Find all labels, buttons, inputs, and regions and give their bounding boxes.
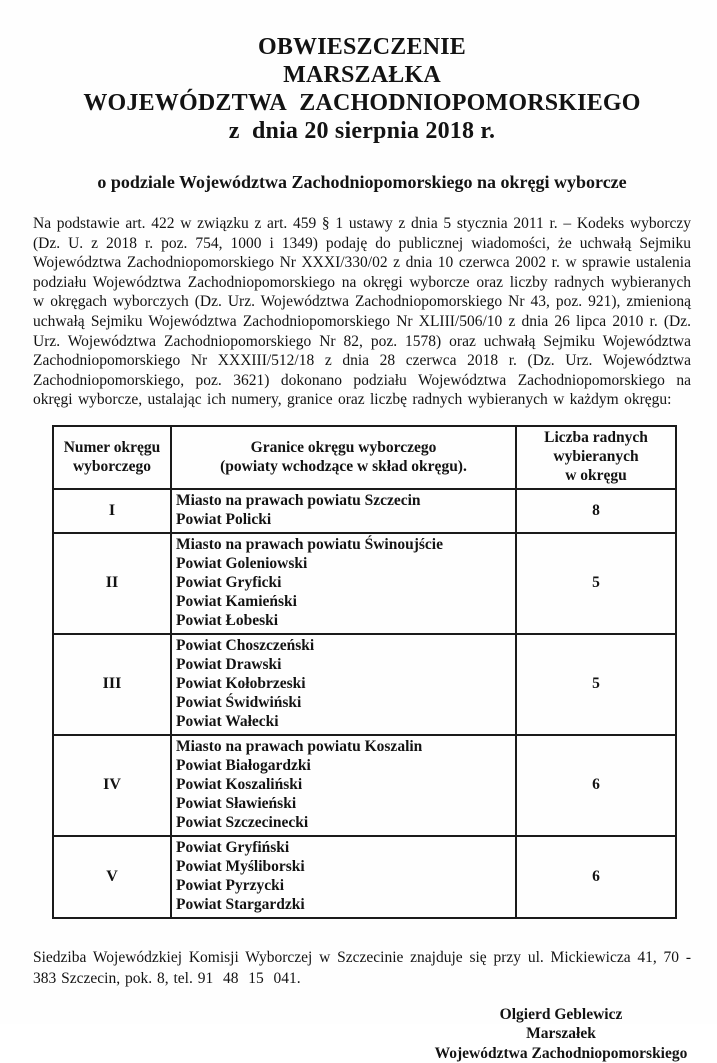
boundary-line: Powiat Goleniowski xyxy=(176,555,308,573)
signatory-organization: Województwa Zachodniopomorskiego xyxy=(434,1044,688,1062)
boundary-line: Powiat Szczecinecki xyxy=(176,814,309,832)
commission-address: Siedziba Wojewódzkiej Komisji Wyborczej w Szczecinie znajduje się przy ul. Mickiewicza 41, 70 - 383 Szczecin, pok. 8, tel. 91 48 15 041. xyxy=(33,949,691,988)
boundary-line: Powiat Choszczeński xyxy=(176,637,315,655)
district-boundaries-cell xyxy=(171,836,516,918)
header-line: wyborczego xyxy=(72,457,152,475)
table-row xyxy=(53,735,676,836)
boundary-line: Miasto na prawach powiatu Świnoujście xyxy=(176,536,443,554)
column-header-seats xyxy=(516,426,676,489)
boundary-line: Powiat Wałecki xyxy=(176,713,279,731)
signature-block xyxy=(427,1005,695,1063)
boundary-line: Powiat Gryficki xyxy=(176,574,282,592)
document-title xyxy=(33,33,691,145)
district-boundaries-cell xyxy=(171,533,516,634)
table-row xyxy=(53,489,676,533)
district-seats-cell: 5 xyxy=(516,634,676,735)
boundary-line: Powiat Białogardzki xyxy=(176,757,311,775)
boundary-line: Powiat Policki xyxy=(176,511,272,529)
boundary-line: Powiat Kamieński xyxy=(176,593,297,611)
boundary-line: Powiat Stargardzki xyxy=(176,896,305,914)
header-line: w okręgu xyxy=(565,467,627,485)
boundary-line: Miasto na prawach powiatu Szczecin xyxy=(176,492,421,510)
district-number-cell: III xyxy=(53,634,171,735)
district-seats-cell: 8 xyxy=(516,489,676,533)
district-boundaries-cell xyxy=(171,634,516,735)
header-line: (powiaty wchodzące w skład okręgu). xyxy=(220,457,467,475)
boundary-line: Powiat Gryfiński xyxy=(176,839,290,857)
title-line-voivodeship: WOJEWÓDZTWA ZACHODNIOPOMORSKIEGO xyxy=(83,90,641,116)
district-number-cell: I xyxy=(53,489,171,533)
boundary-line: Powiat Drawski xyxy=(176,656,282,674)
table-row xyxy=(53,634,676,735)
district-number-cell: IV xyxy=(53,735,171,836)
header-line: Liczba radnych xyxy=(544,429,648,447)
district-seats-cell: 6 xyxy=(516,836,676,918)
signatory-name: Olgierd Geblewicz xyxy=(499,1005,623,1023)
header-line: Granice okręgu wyborczego xyxy=(250,438,437,456)
boundary-line: Miasto na prawach powiatu Koszalin xyxy=(176,738,423,756)
boundary-line: Powiat Świdwiński xyxy=(176,694,302,712)
column-header-district-boundaries xyxy=(171,426,516,489)
boundary-line: Powiat Myśliborski xyxy=(176,858,305,876)
signatory-role: Marszałek xyxy=(526,1025,596,1043)
intro-paragraph: Na podstawie art. 422 w związku z art. 459 § 1 ustawy z dnia 5 stycznia 2011 r. – Kodeks wyborczy (Dz. U. z 2018 r. poz. 754, 1000 i 1349) podaję do publicznej wiadomości, że uchwałą Sejmiku Województwa Zachodniopomorskiego Nr XXXI/330/02 z dnia 10 czerwca 2002 r. w sprawie ustalenia podziału Województwa Zachodniopomorskiego na okręgi wyborcze oraz liczby radnych wybieranych w okręgach wyborczych (Dz. Urz. Województwa Zachodniopomorskiego Nr 43, poz. 921), zmienioną uchwałą Sejmiku Województwa Zachodniopomorskiego Nr XLIII/506/10 z dnia 26 lipca 2010 r. (Dz. Urz. Województwa Zachodniopomorskiego Nr 82, poz. 1578) oraz uchwałą Sejmiku Województwa Zachodniopomorskiego Nr XXXIII/512/18 z dnia 28 czerwca 2018 r. (Dz. Urz. Województwa Zachodniopomorskiego, poz. 3621) dokonano podziału Województwa Zachodniopomorskiego na okręgi wyborcze, ustalając ich numery, granice oraz liczbę radnych wybieranych w każdym okręgu: xyxy=(33,215,691,409)
boundary-line: Powiat Koszaliński xyxy=(176,776,303,794)
boundary-line: Powiat Pyrzycki xyxy=(176,877,285,895)
document-subject: o podziale Województwa Zachodniopomorskiego na okręgi wyborcze xyxy=(97,172,627,192)
district-number-cell: II xyxy=(53,533,171,634)
title-line-announcement: OBWIESZCZENIE xyxy=(257,34,466,60)
district-seats-cell: 6 xyxy=(516,735,676,836)
districts-table xyxy=(52,425,677,919)
column-header-district-number xyxy=(53,426,171,489)
district-boundaries-cell xyxy=(171,735,516,836)
header-line: Numer okręgu xyxy=(63,438,161,456)
boundary-line: Powiat Łobeski xyxy=(176,612,279,630)
header-line: wybieranych xyxy=(553,448,639,466)
district-boundaries-cell xyxy=(171,489,516,533)
district-seats-cell: 5 xyxy=(516,533,676,634)
title-line-date: z dnia 20 sierpnia 2018 r. xyxy=(228,118,496,144)
table-row xyxy=(53,533,676,634)
table-header-row xyxy=(53,426,676,489)
boundary-line: Powiat Sławieński xyxy=(176,795,297,813)
district-number-cell: V xyxy=(53,836,171,918)
title-line-marshal: MARSZAŁKA xyxy=(283,62,441,88)
table-row xyxy=(53,836,676,918)
boundary-line: Powiat Kołobrzeski xyxy=(176,675,306,693)
